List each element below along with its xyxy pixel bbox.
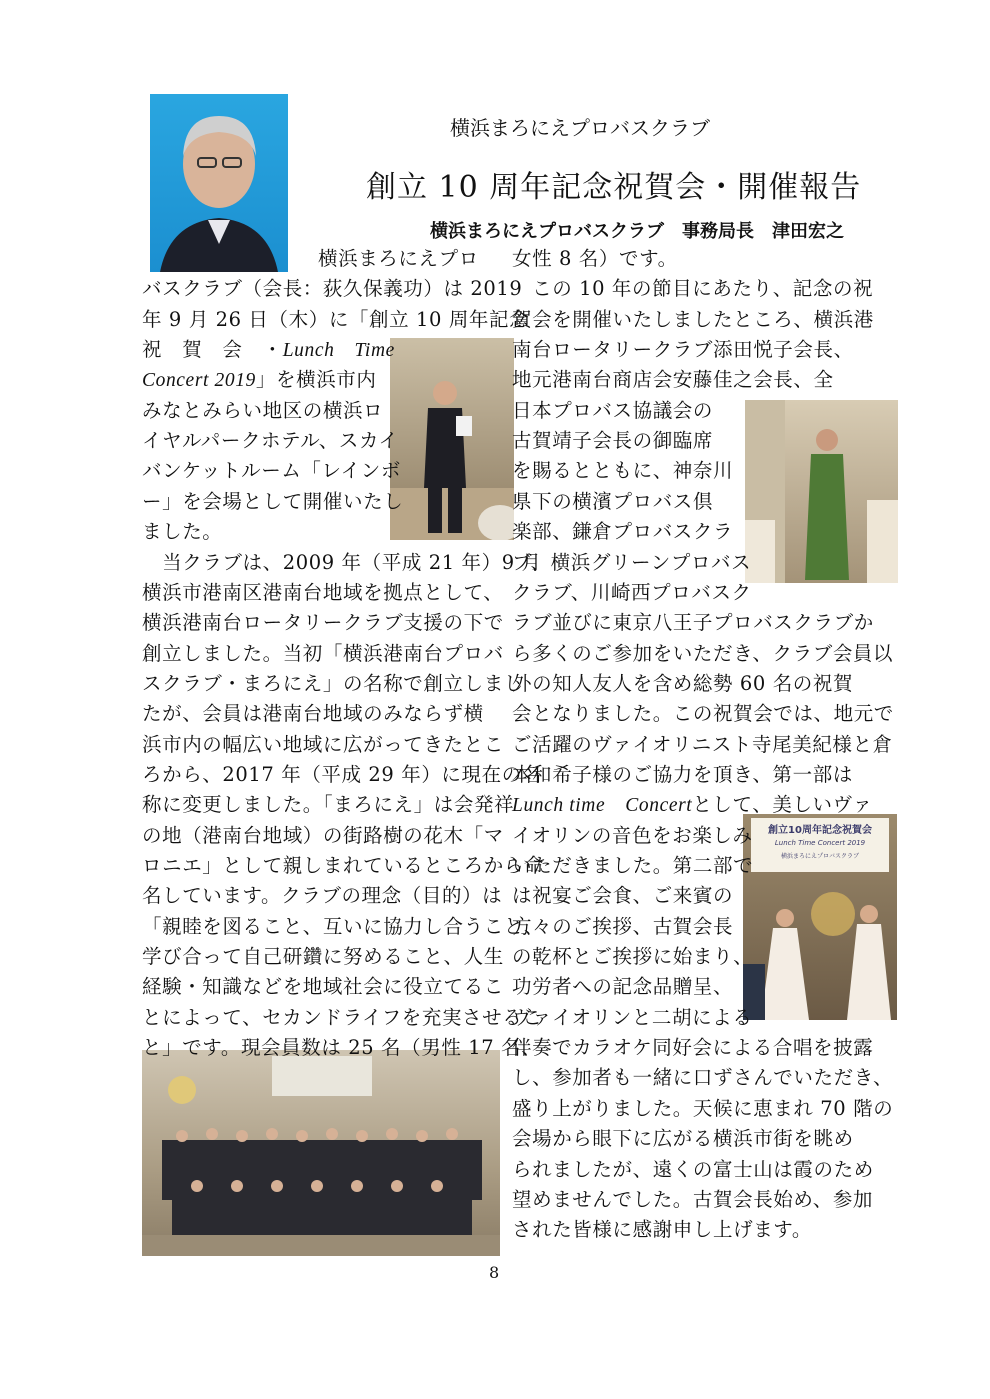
text-line xyxy=(512,790,873,821)
text-line xyxy=(512,365,834,395)
text-line xyxy=(142,578,503,608)
line-text: 祝 賀 会 ・ xyxy=(142,338,283,362)
line-text: 伴奏でカラオケ同好会による合唱を披露 xyxy=(512,1036,874,1060)
text-line xyxy=(142,274,522,304)
line-text: 「親睦を図ること、互いに協力し合うこと、 xyxy=(142,914,545,938)
text-line xyxy=(512,760,853,790)
line-text: ブ、横浜グリーンプロバス xyxy=(512,550,752,574)
line-text: 本和希子様のご協力を頂き、第一部は xyxy=(512,762,853,786)
text-line xyxy=(512,1063,893,1093)
line-text: 横浜市港南区港南台地域を拠点として、 xyxy=(142,580,504,604)
text-line xyxy=(142,730,504,760)
page-title: 創立 10 周年記念祝賀会・開催報告 xyxy=(366,170,862,205)
line-text: 浜市内の幅広い地域に広がってきたとこ xyxy=(142,732,504,756)
text-line xyxy=(512,305,874,335)
guest-speaker-photo xyxy=(745,400,898,583)
line-text: 外の知人友人を含め総勢 60 名の祝賀 xyxy=(512,671,854,695)
line-text: 楽部、鎌倉プロバスクラ xyxy=(512,520,734,544)
author-line: 横浜まろにえプロバスクラブ 事務局長 津田宏之 xyxy=(430,221,844,242)
text-line xyxy=(512,699,894,729)
line-text: 経験・知識などを地域社会に役立てるこ xyxy=(142,975,504,999)
text-line xyxy=(142,881,502,911)
line-text: 日本プロバス協議会の xyxy=(512,398,714,422)
text-line xyxy=(142,548,542,578)
text-line xyxy=(512,1215,812,1245)
page-number: 8 xyxy=(489,1263,500,1282)
line-text: ー」を会場として開催いたし xyxy=(142,489,404,513)
line-italic-text: Concert 2019 xyxy=(142,370,256,392)
text-line xyxy=(512,1033,873,1063)
text-line xyxy=(142,912,544,942)
line-text: みなとみらい地区の横浜ロ xyxy=(142,398,384,422)
text-line xyxy=(512,821,753,851)
line-text: バンケットルーム「レインボ xyxy=(142,459,401,483)
line-italic-text: Lunch Time xyxy=(282,340,395,362)
text-line xyxy=(512,669,853,699)
text-line xyxy=(142,942,504,972)
speaker-photo xyxy=(390,338,514,540)
line-text: の地（港南台地域）の街路樹の花木「マ xyxy=(142,823,504,847)
text-line xyxy=(512,274,873,304)
text-line xyxy=(512,244,678,274)
line-text: スクラブ・まろにえ」の名称で創立しまし xyxy=(142,671,524,695)
line-text: ラブ並びに東京八王子プロバスクラブか xyxy=(512,611,874,635)
line-text: は祝宴ご会食、ご来賓の xyxy=(512,884,734,908)
text-line xyxy=(142,639,504,669)
banner-title: 創立10周年記念祝賀会 xyxy=(768,825,872,836)
line-text: 功労者への記念品贈呈、 xyxy=(512,975,734,999)
line-text: 」を横浜市内 xyxy=(255,368,377,392)
line-text: 会場から眼下に広がる横浜市街を眺め xyxy=(512,1127,854,1151)
text-line xyxy=(142,699,484,729)
line-text: ろから、2017 年（平成 29 年）に現在の名 xyxy=(142,762,542,786)
group-photo xyxy=(142,1050,500,1256)
line-text: クラブ、川崎西プロバスク xyxy=(512,580,752,604)
line-text: し、参加者も一緒に口ずさんでいただき、 xyxy=(512,1066,894,1090)
line-text: イヤルパークホテル、スカイ xyxy=(142,429,399,453)
text-line xyxy=(512,972,733,1002)
line-text: 会となりました。この祝賀会では、地元で xyxy=(512,702,894,726)
line-text: 創立しました。当初「横浜港南台プロバ xyxy=(142,641,504,665)
text-line xyxy=(512,730,893,760)
text-line xyxy=(512,942,753,972)
club-name: 横浜まろにえプロバスクラブ xyxy=(450,116,710,140)
line-text: ました。 xyxy=(142,520,223,544)
text-line xyxy=(142,669,524,699)
line-text: とによって、セカンドライフを充実させるこ xyxy=(142,1005,543,1029)
text-line xyxy=(512,517,733,547)
line-text: られましたが、遠くの富士山は霞のため xyxy=(512,1157,874,1181)
text-line xyxy=(142,335,395,366)
line-text: された皆様に感謝申し上げます。 xyxy=(512,1218,812,1242)
line-text: いただきました。第二部で xyxy=(512,854,754,877)
text-line xyxy=(142,851,544,881)
concert-photo xyxy=(743,814,897,1020)
text-line xyxy=(512,426,713,456)
line-text: たが、会員は港南台地域のみならず横 xyxy=(142,702,484,726)
text-line xyxy=(142,426,399,456)
text-line xyxy=(142,517,222,547)
text-line xyxy=(142,790,514,820)
line-text: 横浜港南台ロータリークラブ支援の下で xyxy=(142,611,504,635)
text-line xyxy=(512,608,874,638)
line-text: 横浜まろにえプロ xyxy=(318,247,479,270)
line-text: ら多くのご参加をいただき、クラブ会員以 xyxy=(512,641,894,665)
line-text: 盛り上がりました。天候に恵まれ 70 階の xyxy=(512,1096,894,1120)
text-line xyxy=(512,487,713,517)
text-line xyxy=(512,1094,893,1124)
line-text: 南台ロータリークラブ添田悦子会長、 xyxy=(512,338,854,362)
text-line xyxy=(142,972,504,1002)
line-text: を賜るとともに、神奈川 xyxy=(512,459,734,483)
banner-subtitle: Lunch Time Concert 2019 xyxy=(774,839,866,847)
text-line xyxy=(142,760,542,790)
text-line xyxy=(512,396,713,426)
text-line xyxy=(142,305,529,335)
line-text: 名しています。クラブの理念（目的）は xyxy=(142,884,503,908)
text-line xyxy=(512,1155,874,1185)
line-text: 地元港南台商店会安藤佳之会長、全 xyxy=(512,368,834,392)
line-text: 称に変更しました。「まろにえ」は会発祥 xyxy=(142,793,515,817)
line-text: バスクラブ（会長：荻久保義功）は 2019 xyxy=(142,277,523,301)
line-text: と」です。現会員数は 25 名（男性 17 名、 xyxy=(142,1036,542,1060)
line-text: として、美しいヴァ xyxy=(692,793,873,817)
text-line xyxy=(142,1033,541,1063)
line-text: 方々のご挨拶、古賀会長 xyxy=(512,914,734,938)
text-line xyxy=(512,1124,854,1154)
text-line xyxy=(512,456,733,486)
line-text: ロニエ」として親しまれているところから命 xyxy=(142,854,545,877)
line-text: 学び合って自己研鑽に努めること、人生 xyxy=(142,945,504,969)
line-text: ご活躍のヴァイオリニスト寺尾美紀様と倉 xyxy=(512,732,893,756)
line-text: 望めませんでした。古賀会長始め、参加 xyxy=(512,1187,874,1211)
text-line xyxy=(142,456,401,486)
text-line xyxy=(142,487,403,517)
text-line xyxy=(512,1185,873,1215)
text-line xyxy=(512,851,753,881)
line-text: イオリンの音色をお楽しみ xyxy=(512,823,753,847)
text-line xyxy=(512,548,751,578)
text-line xyxy=(142,365,377,396)
text-line xyxy=(142,821,504,851)
text-line xyxy=(142,396,383,426)
line-italic-text: Lunch time Concert xyxy=(512,795,693,817)
text-line xyxy=(512,639,893,669)
line-text: ヴァイオリンと二胡による xyxy=(512,1005,753,1029)
line-text: 古賀靖子会長の御臨席 xyxy=(512,429,714,453)
text-line xyxy=(512,881,733,911)
banner-club: 横浜まろにえプロバスクラブ xyxy=(780,853,859,860)
text-line xyxy=(142,1003,542,1033)
text-line xyxy=(512,1003,752,1033)
line-text: 年 9 月 26 日（木）に「創立 10 周年記念 xyxy=(142,307,530,331)
line-text: 県下の横濱プロバス倶 xyxy=(512,489,714,513)
text-line xyxy=(142,608,504,638)
line-text: 賀会を開催いたしましたところ、横浜港 xyxy=(512,307,874,331)
text-line xyxy=(318,244,479,274)
line-text: 当クラブは、2009 年（平成 21 年）9 月 xyxy=(142,550,542,574)
text-line xyxy=(512,578,752,608)
text-line xyxy=(512,335,854,365)
line-text: の乾杯とご挨拶に始まり、 xyxy=(512,945,754,969)
line-text: この 10 年の節目にあたり、記念の祝 xyxy=(512,277,874,301)
line-text: 女性 8 名）です。 xyxy=(512,247,678,270)
portrait-photo xyxy=(150,94,288,272)
text-line xyxy=(512,912,733,942)
